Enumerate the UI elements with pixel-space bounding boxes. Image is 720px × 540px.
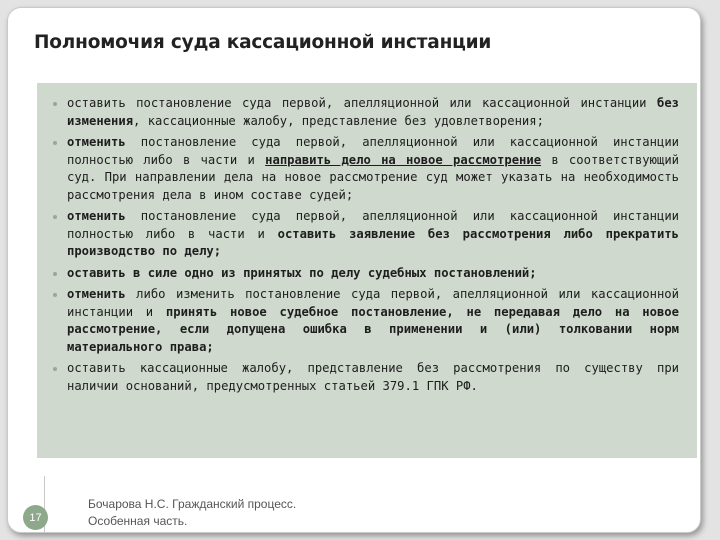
list-item-text: оставить заявление без рассмотрения либо прекратить производство по делу; [67,226,679,258]
list-item-text: постановление суда первой, апелляционной или кассационной инстанции полностью либо в части и [67,209,679,241]
slide [7,7,701,533]
footer-citation [88,496,296,530]
list-item [67,134,679,204]
list-item-text: оставить кассационные жалобу, представление без рассмотрения по существу при наличии оснований, предусмотренных статьей 379.1 ГПК РФ. [67,361,679,393]
list-item-text: в соответствующий суд. При направлении дела на новое рассмотрение суд может указать на необходимость рассмотрения дела в ином составе судей; [67,152,679,202]
powers-list [37,83,697,395]
footer-line-2: Особенная часть. [88,514,188,528]
page-number-badge: 17 [23,505,48,530]
list-item-text: отменить [67,209,126,223]
list-item-text: , кассационные жалобу, представление без удовлетворения; [133,113,544,128]
list-item-text: отменить [67,287,126,301]
list-item-text: принять новое судебное постановление, не передавая дело на новое рассмотрение, если допущена ошибка в применении и (или) толковании норм материального права; [67,304,679,354]
content-box [37,83,697,458]
list-item-text: отменить [67,135,126,149]
list-item [67,208,679,261]
list-item-text: без изменения [67,96,679,128]
list-item-text: оставить постановление суда первой, апелляционной или кассационной инстанции [67,96,657,110]
footer-line-1: Бочарова Н.С. Гражданский процесс. [88,497,297,511]
list-item-text: оставить в силе одно из принятых по делу судебных постановлений; [67,265,537,280]
list-item [67,265,679,283]
list-item [67,286,679,356]
list-item-text: направить дело на новое рассмотрение [265,152,542,167]
list-item [67,95,679,130]
list-item-text: постановление суда первой, апелляционной или кассационной инстанции полностью либо в части и [67,135,679,167]
list-item [67,360,679,395]
list-item-text: либо изменить постановление суда первой, апелляционной или кассационной инстанции и [67,287,679,319]
slide-title: Полномочия суда кассационной инстанции [34,32,492,53]
